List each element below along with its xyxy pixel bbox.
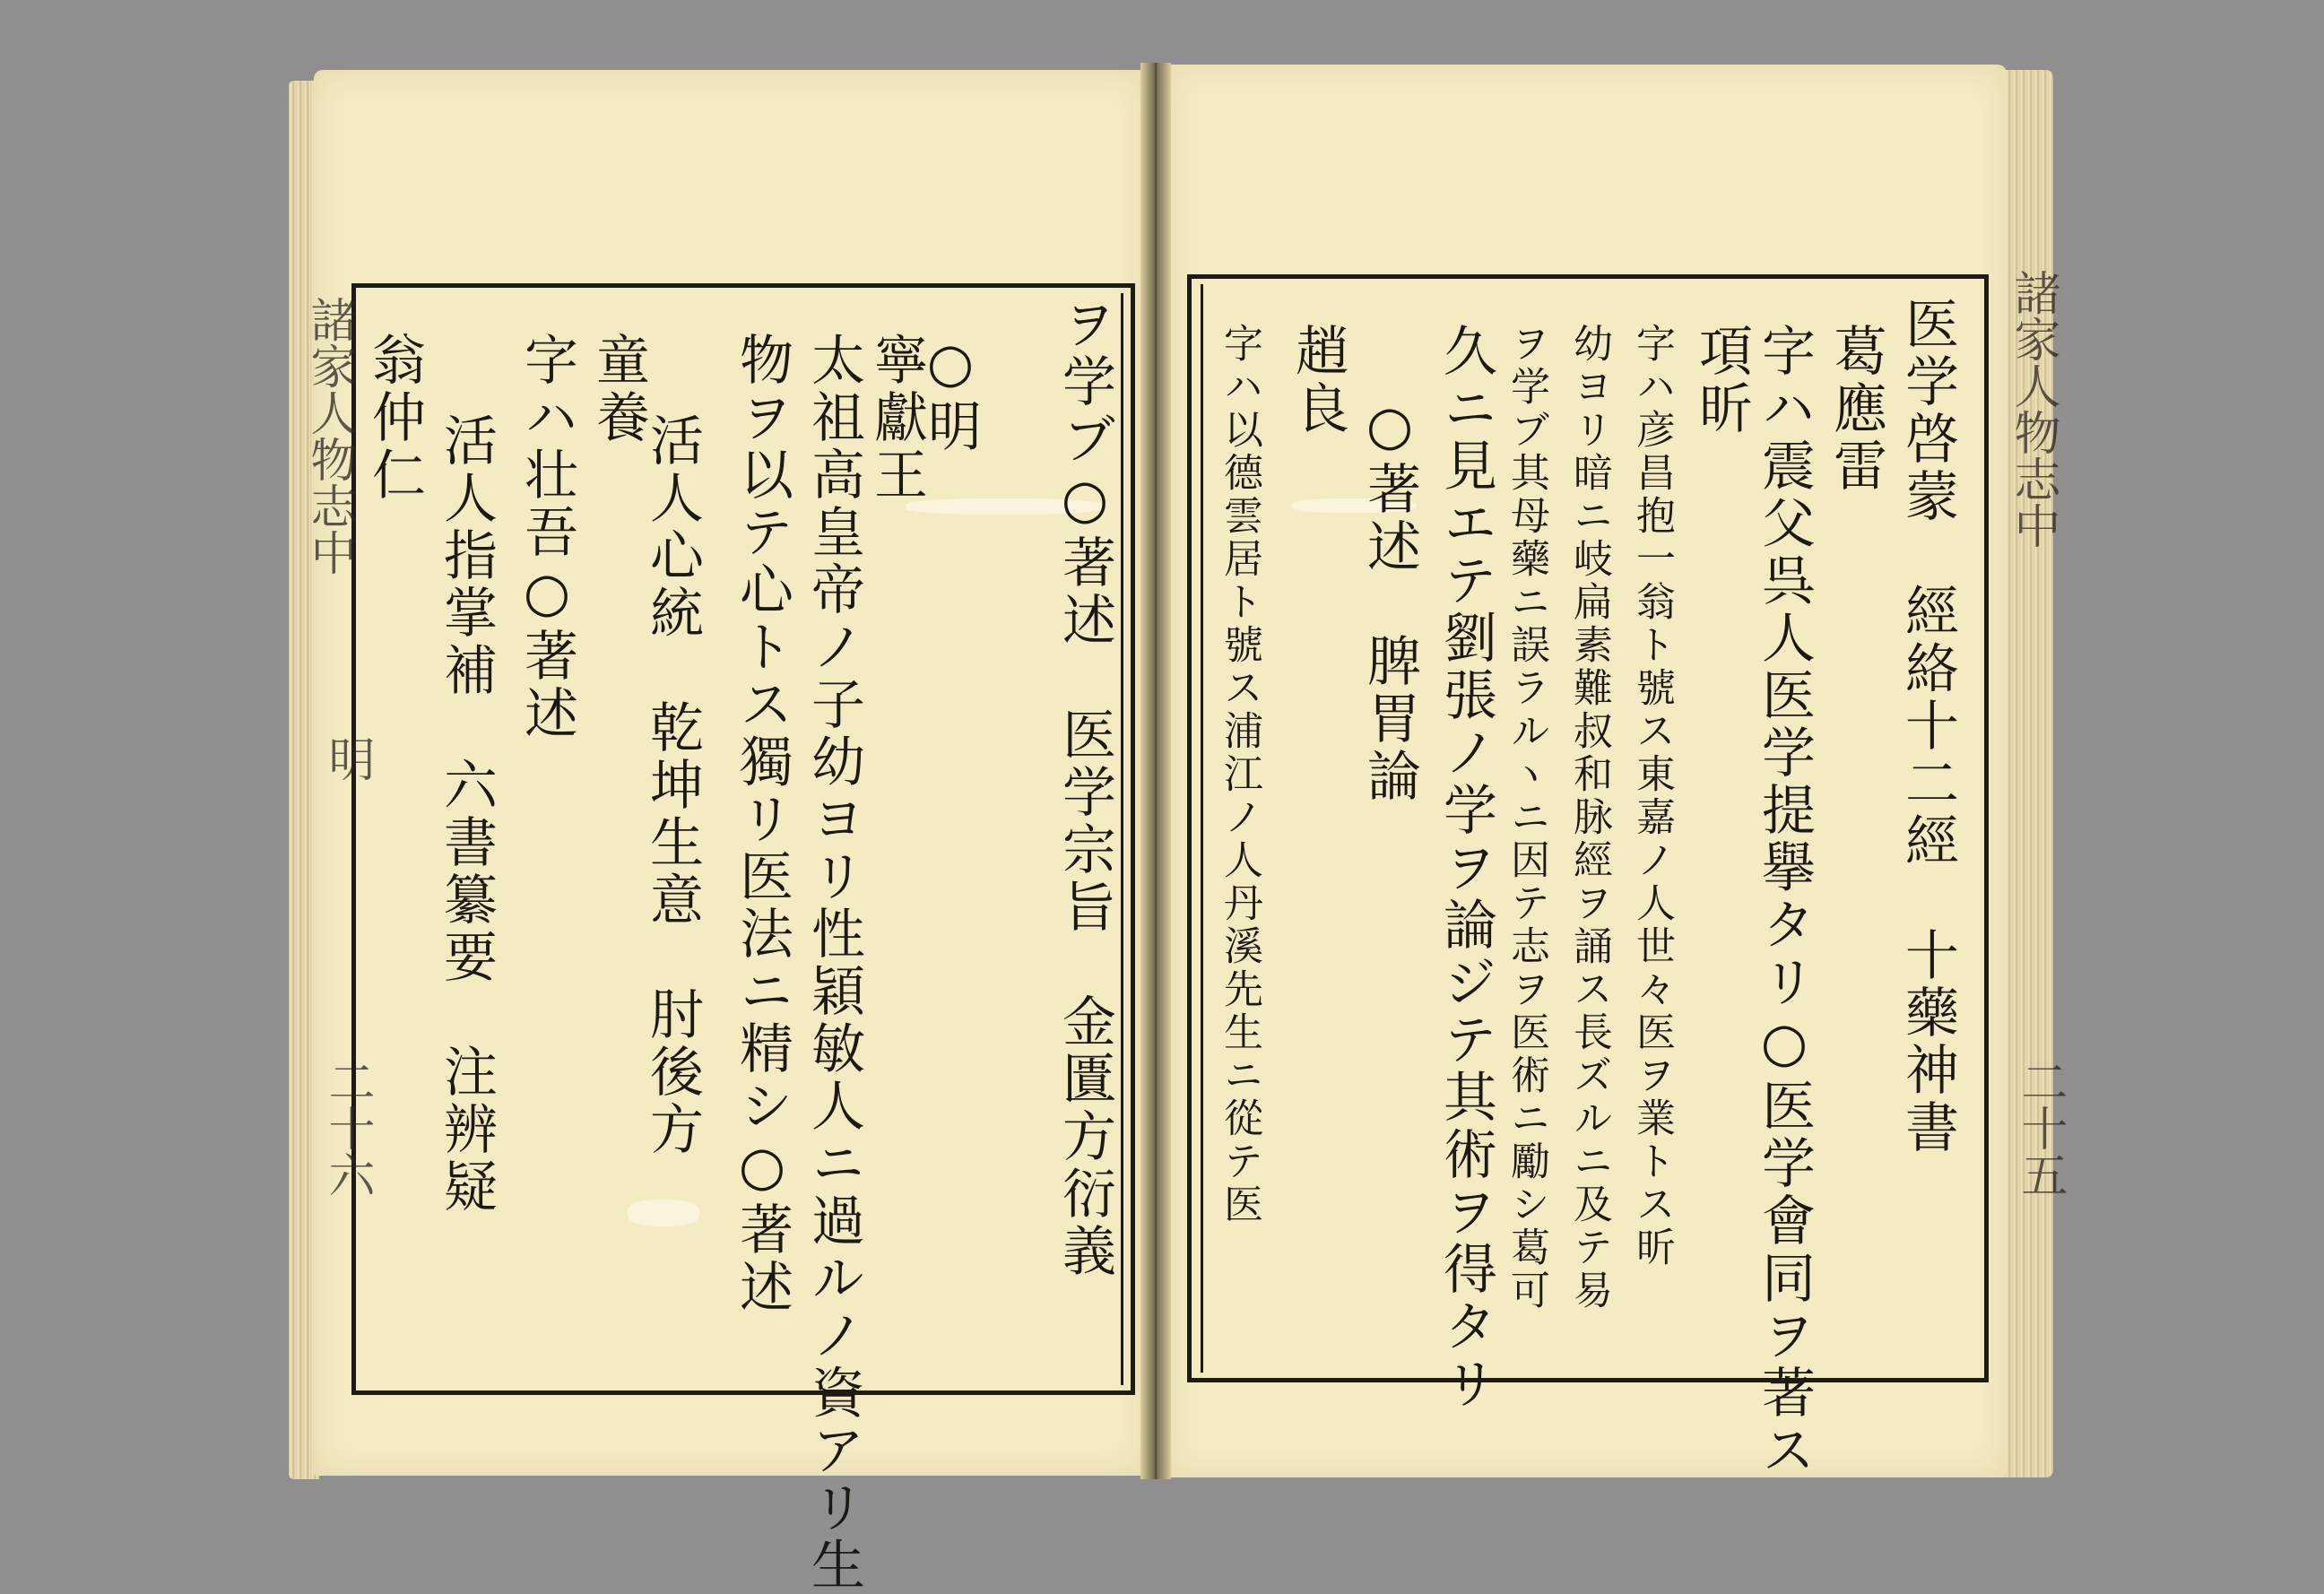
left-margin-section: 明 <box>320 735 374 782</box>
right-column-1: 医学啓蒙 經絡十二經 十藥神書 <box>1896 296 1959 1157</box>
left-column-5: 物ヲ以テ心トス獨リ医法ニ精シ○著述 <box>731 332 793 1316</box>
right-column-10: 趙良 <box>1287 323 1349 437</box>
right-column-3: 字ハ震父呉人医学提擧タリ○医学會同ヲ著ス <box>1753 323 1816 1479</box>
right-column-9: ○著述 脾胃論 <box>1358 394 1421 805</box>
left-column-3: 寧獻王 <box>865 332 928 504</box>
right-column-2: 葛應雷 <box>1825 323 1887 495</box>
left-column-1: ヲ学ブ○著述 医学宗旨 金匱方衍義 <box>1054 296 1116 1280</box>
right-column-7: ヲ学ブ其母藥ニ誤ラルヽニ因テ志ヲ医術ニ勵シ葛可 <box>1504 323 1549 1312</box>
left-column-8: 字ハ壮吾○著述 <box>516 332 578 742</box>
left-column-10: 翁仲仁 <box>363 332 426 504</box>
right-column-8: 久ニ見エテ劉張ノ学ヲ論ジテ其術ヲ得タリ <box>1435 323 1497 1413</box>
right-margin-folio: 二十五 <box>2013 1058 2067 1198</box>
book-gutter <box>1140 63 1171 1479</box>
left-margin-folio: 二十六 <box>320 1058 374 1198</box>
right-margin-title: 諸家人物志中 <box>2006 269 2060 549</box>
paper-stain <box>628 1200 699 1226</box>
left-column-7: 童養 <box>587 332 650 446</box>
left-column-6: 活人心統 乾坤生意 肘後方 <box>641 412 704 1158</box>
right-column-4: 項昕 <box>1690 323 1753 437</box>
right-column-11: 字ハ以德雲居ト號ス浦江ノ人丹溪先生ニ從テ医 <box>1217 323 1262 1226</box>
left-column-2: ○明 <box>919 332 982 455</box>
left-column-9: 活人指掌補 六書纂要 注辨疑 <box>435 412 498 1216</box>
right-column-5: 字ハ彦昌抱一翁ト號ス東嘉ノ人世々医ヲ業トス昕 <box>1629 323 1675 1269</box>
left-column-4: 太祖高皇帝ノ子幼ヨリ性穎敏人ニ過ルノ資アリ生 <box>802 332 865 1594</box>
left-margin-title: 諸家人物志中 <box>302 296 356 576</box>
right-column-6: 幼ヨリ暗ニ岐扁素難叔和脉經ヲ誦ス長ズルニ及テ易 <box>1566 323 1612 1312</box>
